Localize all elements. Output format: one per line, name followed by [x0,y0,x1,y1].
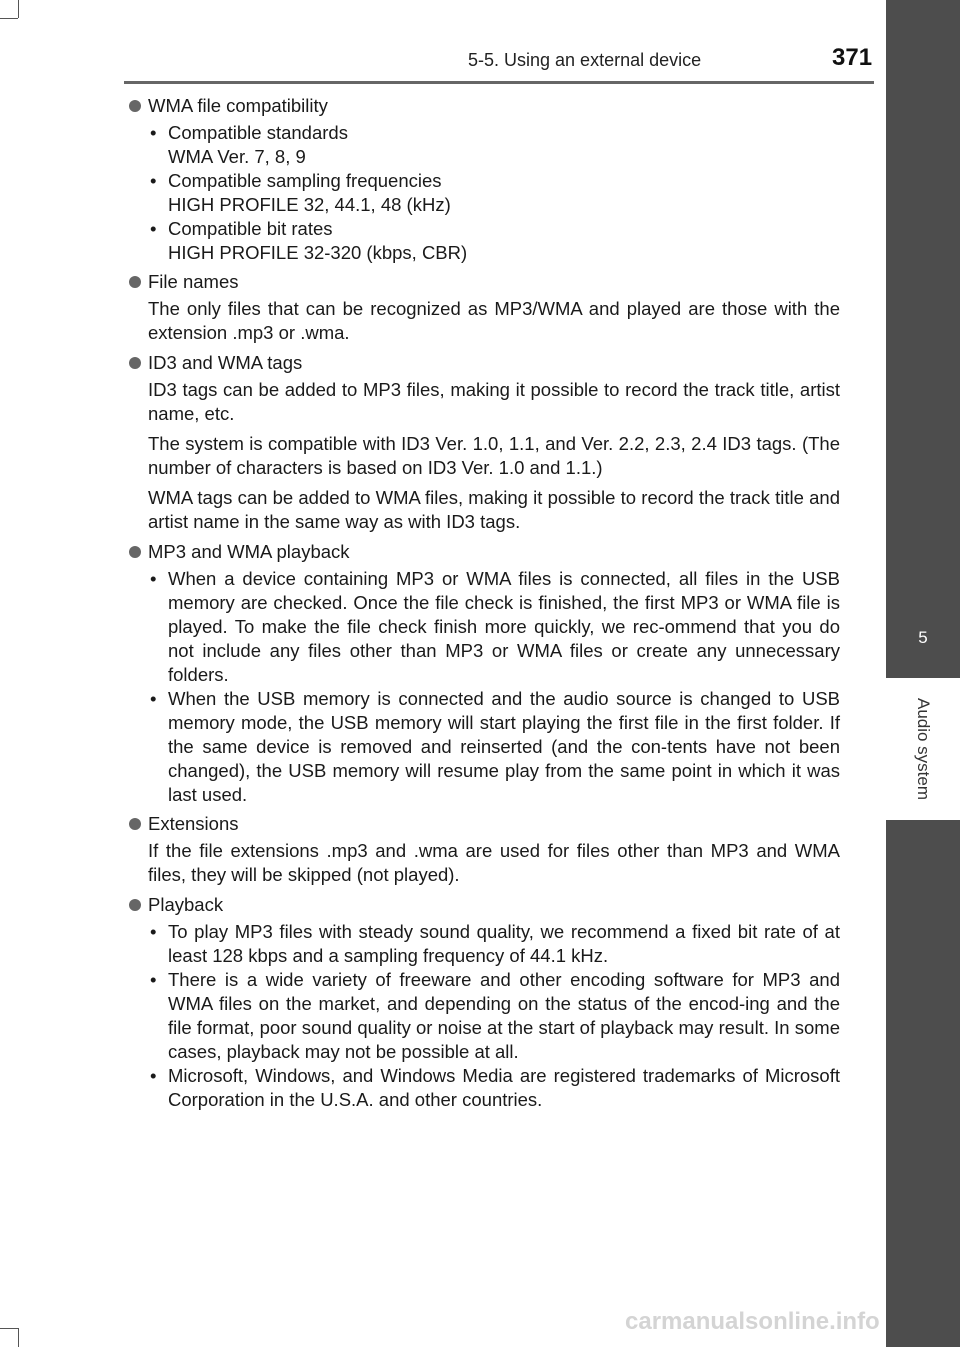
bullet-dot-icon [129,899,141,911]
bullet-dot-icon [129,546,141,558]
paragraph: ID3 tags can be added to MP3 files, making it possible to record the track title, artist name, etc. [148,379,840,424]
bullet-list [148,920,840,1112]
section-heading: ID3 and WMA tags [127,351,840,375]
section-heading: WMA file compatibility [127,94,840,118]
side-tab-chapter-number: 5 [886,598,960,678]
bullet-dot-icon [129,100,141,112]
paragraph: The only files that can be recognized as MP3/WMA and played are those with the extension .mp3 or .wma. [148,298,840,343]
side-tab-title-text: Audio system [914,697,933,801]
header-divider [124,81,874,84]
list-item: • When a device containing MP3 or WMA files is connected, all files in the USB memory are checked. Once the file check is finished, the first MP3 or WMA file is played. To make the file check finish more quickly, we rec-ommend that you do not include any files other than MP3 or WMA files or create any unnecessary folders. [150,568,840,685]
header-section-title: 5-5. Using an external device [468,50,702,70]
side-tab-chapter-title [886,678,960,820]
list-item: • Compatible standards WMA Ver. 7, 8, 9 [150,122,348,167]
section-heading: Playback [127,893,840,917]
page-number: 371 [832,44,873,71]
bullet-dot-icon [129,357,141,369]
list-item: • When the USB memory is connected and the audio source is changed to USB memory mode, the USB memory will start playing the first file in the first folder. If the same device is removed and reinserted (and the con-tents have not been changed), the USB memory will resume play from the same point in which it was last used. [150,688,840,805]
list-item: • To play MP3 files with steady sound quality, we recommend a fixed bit rate of at least 128 kbps and a sampling frequency of 44.1 kHz. [150,921,840,966]
section-heading: File names [127,270,840,294]
bullet-list [148,121,840,265]
paragraph: The system is compatible with ID3 Ver. 1.0, 1.1, and Ver. 2.2, 2.3, 2.4 ID3 tags. (The number of characters is based on ID3 Ver. 1.0 and 1.1.) [148,433,840,478]
watermark-link[interactable]: carmanualsonline.info [625,1308,880,1335]
list-item: • There is a wide variety of freeware and other encoding software for MP3 and WMA files on the market, and depending on the status of the encod-ing and the file format, poor sound quality or noise at the start of playback may result. In some cases, playback may not be possible at all. [150,969,840,1062]
list-item: • Microsoft, Windows, and Windows Media are registered trademarks of Microsoft Corporation in the U.S.A. and other countries. [150,1065,840,1110]
list-item: • Compatible sampling frequencies HIGH PROFILE 32, 44.1, 48 (kHz) [150,170,451,215]
crop-mark [18,1328,19,1347]
paragraph: If the file extensions .mp3 and .wma are used for files other than MP3 and WMA files, they will be skipped (not played). [148,840,840,885]
crop-mark [0,18,18,19]
crop-mark [18,0,19,18]
paragraph: WMA tags can be added to WMA files, making it possible to record the track title and artist name in the same way as with ID3 tags. [148,487,840,532]
page-content [127,94,840,1115]
list-item: • Compatible bit rates HIGH PROFILE 32-320 (kbps, CBR) [150,218,468,263]
section-heading: MP3 and WMA playback [127,540,840,564]
crop-mark [0,1328,18,1329]
side-tab-bottom [886,820,960,1347]
bullet-dot-icon [129,276,141,288]
bullet-dot-icon [129,818,141,830]
side-tab-top [886,0,960,598]
bullet-list [148,567,840,807]
section-heading: Extensions [127,812,840,836]
